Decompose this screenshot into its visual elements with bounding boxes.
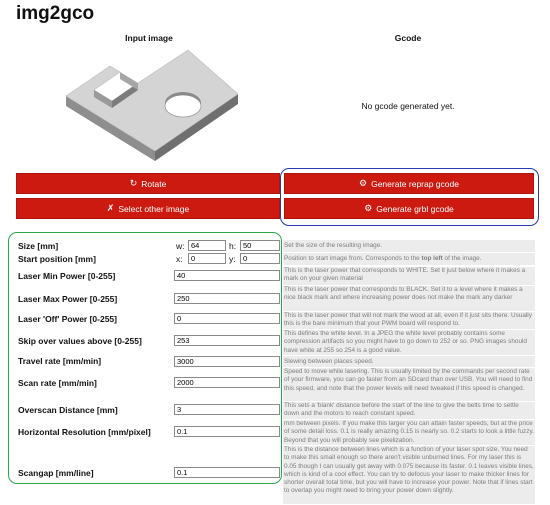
size-row bbox=[16, 240, 534, 252]
travel-rate-label: Travel rate [mm/min] bbox=[18, 356, 102, 366]
travel-rate-description: Slewing between places speed. bbox=[283, 356, 535, 367]
start-y-input[interactable] bbox=[240, 253, 280, 264]
generate-reprap-label: Generate reprap gcode bbox=[371, 178, 459, 189]
scan-rate-row bbox=[16, 368, 534, 401]
gcode-heading: Gcode bbox=[394, 33, 422, 43]
start-x-label: x: bbox=[176, 254, 183, 264]
scan-rate-description: Speed to move while lasering. This is usually limited by the commands per second rate of your firmware, you can go faster from an SDcard than over USB. You will need to find this speed, and note that the power levels will need tweaked if this speed is changed. bbox=[283, 368, 535, 401]
laser-min-power-row bbox=[16, 267, 534, 285]
input-image-heading: Input image bbox=[125, 33, 173, 43]
scangap-description: This is the distance between lines which is a function of your laser spot size. You need to make this small enough so there aren't visible unburned lines. For my laser this is 0.05 though I can usually get away with 0.075 because its faster. 0.1 leaves visible lines, which is kind of a cool effect. You can try to defocus your laser to make thicker lines for shorter overall total time, but you will have to increase your power. Note that if lines start to overlap you might need to bring your power down slightly. bbox=[283, 446, 535, 504]
start-desc-bold: top left bbox=[421, 255, 443, 262]
overscan-input[interactable] bbox=[174, 404, 280, 415]
size-h-label: h: bbox=[229, 241, 237, 251]
start-x-input[interactable] bbox=[188, 253, 226, 264]
rotate-button-label: Rotate bbox=[141, 178, 167, 189]
scan-rate-label: Scan rate [mm/min] bbox=[18, 378, 97, 388]
rotate-button[interactable] bbox=[16, 173, 280, 194]
scangap-input[interactable] bbox=[174, 467, 280, 478]
overscan-description: This sets a 'blank' distance before the start of the line to give the belts time to settle down and the motors to reach constant speed. bbox=[283, 402, 535, 419]
laser-min-power-description: This is the laser power that corresponds to WHITE. Set it just below where it makes a mark on your given material bbox=[283, 267, 535, 285]
laser-off-power-input[interactable] bbox=[174, 313, 280, 324]
skip-values-label: Skip over values above [0-255] bbox=[18, 336, 142, 346]
gear-icon: ⚙ bbox=[359, 178, 368, 188]
app-title: img2gco bbox=[16, 3, 95, 24]
start-position-label: Start position [mm] bbox=[18, 254, 96, 264]
select-other-image-label: Select other image bbox=[118, 203, 190, 214]
start-position-description bbox=[283, 253, 535, 265]
start-y-label: y: bbox=[229, 254, 236, 264]
horizontal-resolution-description: mm between pixels. If you make this larger you can attain faster speeds, but at the price of some detail loss. 0.1 is really amazing 0.15 is nearly so. 0.2 starts to look a little fuzzy. Beyond that you will probably see pixelization. bbox=[284, 420, 534, 444]
horizontal-resolution-label: Horizontal Resolution [mm/pixel] bbox=[18, 427, 151, 437]
laser-off-power-label: Laser 'Off' Power [0-255] bbox=[18, 314, 117, 324]
rotate-icon: ↻ bbox=[129, 178, 138, 188]
size-w-label: w: bbox=[176, 241, 185, 251]
gear-icon: ⚙ bbox=[364, 203, 373, 213]
generate-reprap-gcode-button[interactable] bbox=[284, 173, 534, 194]
start-desc-post: of the image. bbox=[442, 255, 482, 262]
skip-values-row bbox=[16, 330, 534, 355]
generate-grbl-label: Generate grbl gcode bbox=[376, 203, 454, 214]
overscan-label: Overscan Distance [mm] bbox=[18, 405, 118, 415]
input-image-preview bbox=[60, 46, 240, 166]
start-desc-pre: Position to start image from. Corresponds to the bbox=[284, 255, 422, 262]
laser-max-power-description: This is the laser power that corresponds to BLACK. Set it to a level where it makes a nice black mark and where increasing power does not make the mark any darker bbox=[283, 286, 535, 311]
horizontal-resolution-input[interactable] bbox=[174, 426, 280, 437]
horizontal-resolution-row bbox=[16, 420, 534, 445]
skip-values-input[interactable] bbox=[174, 335, 280, 346]
height-input[interactable] bbox=[240, 240, 280, 251]
scangap-label: Scangap [mm/line] bbox=[18, 468, 94, 478]
travel-rate-input[interactable] bbox=[174, 356, 280, 367]
laser-off-power-description: This is the laser power that will not mark the wood at all, even if it just sits there. Usually this is the bare minimum that your PWM board will respond to. bbox=[283, 312, 535, 329]
select-other-image-button[interactable] bbox=[16, 198, 280, 219]
cross-icon: ✗ bbox=[106, 203, 115, 213]
scangap-row bbox=[16, 446, 534, 504]
laser-min-power-input[interactable] bbox=[174, 270, 280, 281]
overscan-row bbox=[16, 402, 534, 419]
generate-grbl-gcode-button[interactable] bbox=[284, 198, 534, 219]
laser-min-power-label: Laser Min Power [0-255] bbox=[18, 271, 116, 281]
laser-max-power-label: Laser Max Power [0-255] bbox=[18, 294, 118, 304]
size-description: Set the size of the resulting image. bbox=[283, 240, 535, 252]
skip-values-description: This defines the white level. In a JPEG the white level probably contains some compression artifacts so you might have to go down to 252 or so. PNG images should have white at 255 so 254 is a good value. bbox=[283, 330, 535, 355]
laser-max-power-input[interactable] bbox=[174, 293, 280, 304]
width-input[interactable] bbox=[188, 240, 226, 251]
scan-rate-input[interactable] bbox=[174, 377, 280, 388]
start-position-row bbox=[16, 253, 534, 265]
travel-rate-row bbox=[16, 356, 534, 367]
size-label: Size [mm] bbox=[18, 241, 59, 251]
laser-off-power-row bbox=[16, 312, 534, 329]
gcode-empty-message: No gcode generated yet. bbox=[361, 101, 455, 111]
laser-max-power-row bbox=[16, 286, 534, 311]
